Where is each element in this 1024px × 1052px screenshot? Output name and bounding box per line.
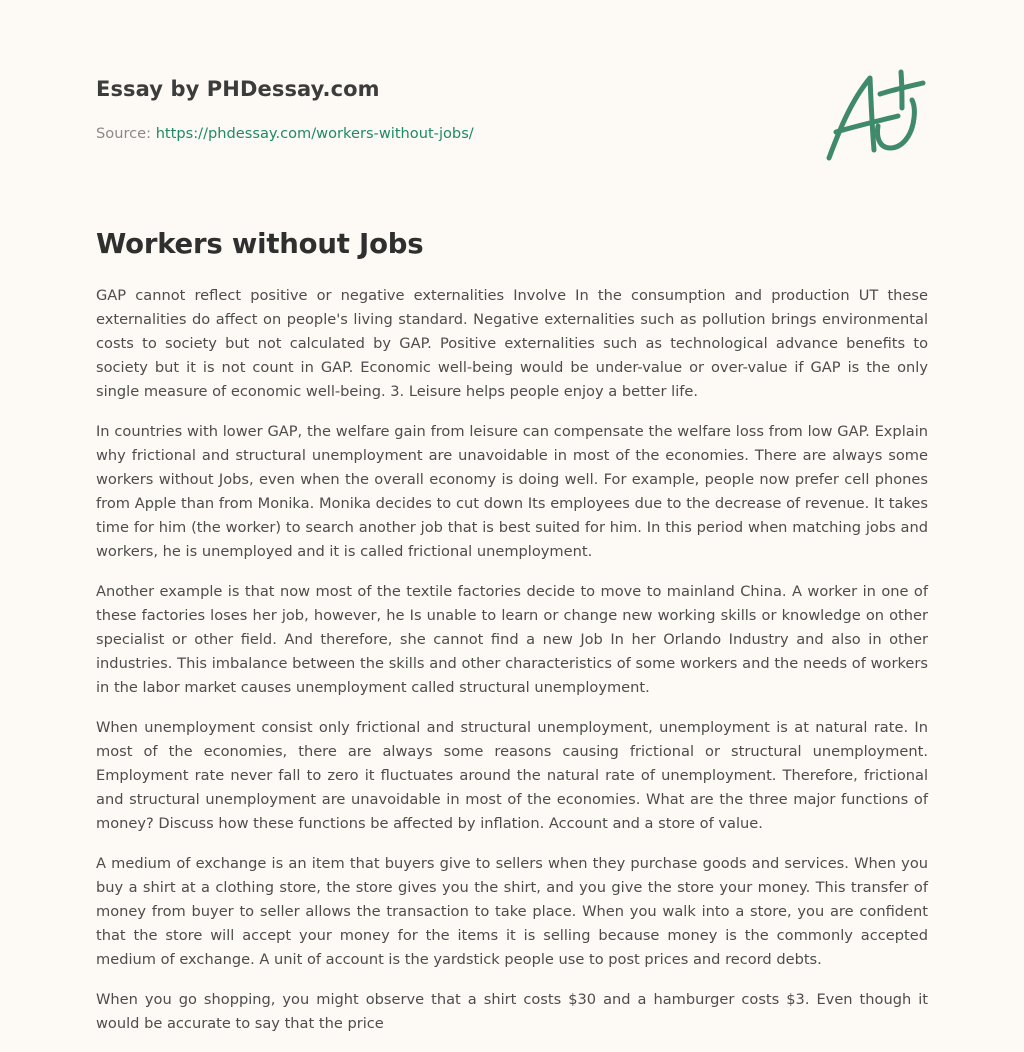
article-title: Workers without Jobs — [96, 228, 424, 260]
paragraph: A medium of exchange is an item that buyers give to sellers when they purchase goods and services. When you buy a shirt at a clothing store, the store gives you the shirt, and you give the store your money. This transfer of money from buyer to seller allows the transaction to take place. When you walk into a store, you are confident that the store will accept your money for the items it is selling because money is the commonly accepted medium of exchange. A unit of account is the yardstick people use to post prices and record debts. — [96, 855, 928, 968]
paragraph: When you go shopping, you might observe that a shirt costs $30 and a hamburger costs $3. Even though it would be accurate to say that the price — [96, 991, 928, 1032]
source-line — [96, 124, 656, 144]
article-body — [96, 284, 928, 1052]
source-link[interactable]: https://phdessay.com/workers-without-jobs/ — [155, 125, 474, 142]
a-plus-grade-logo-icon — [822, 66, 932, 166]
paragraph: Another example is that now most of the textile factories decide to move to mainland China. A worker in one of these factories loses her job, however, he Is unable to learn or change new working skills or knowledge on other specialist or other field. And therefore, she cannot find a new Job In her Orlando Industry and also in other industries. This imbalance between the skills and other characteristics of some workers and the needs of workers in the labor market causes unemployment called structural unemployment. — [96, 583, 928, 696]
paragraph: GAP cannot reflect positive or negative externalities Involve In the consumption and production UT these externalities do affect on people's living standard. Negative externalities such as pollution brings environmental costs to society but not calculated by GAP. Positive externalities such as technological advance benefits to society but it is not count in GAP. Economic well-being would be under-value or over-value if GAP is the only single measure of economic well-being. 3. Leisure helps people enjoy a better life. — [96, 287, 928, 400]
source-label: Source: — [96, 125, 152, 142]
page-header — [96, 74, 656, 144]
site-brand: Essay by PHDessay.com — [96, 77, 380, 101]
paragraph: In countries with lower GAP, the welfare gain from leisure can compensate the welfare loss from low GAP. Explain why frictional and structural unemployment are unavoidable in most of the economies. There are always some workers without Jobs, even when the overall economy is doing well. For example, people now prefer cell phones from Apple than from Monika. Monika decides to cut down Its employees due to the decrease of revenue. It takes time for him (the worker) to search another job that is best suited for him. In this period when matching jobs and workers, he is unemployed and it is called frictional unemployment. — [96, 423, 928, 560]
paragraph: When unemployment consist only frictional and structural unemployment, unemployment is at natural rate. In most of the economies, there are always some reasons causing frictional or structural unemployment. Employment rate never fall to zero it fluctuates around the natural rate of unemployment. Therefore, frictional and structural unemployment are unavoidable in most of the economies. What are the three major functions of money? Discuss how these functions be affected by inflation. Account and a store of value. — [96, 719, 928, 832]
